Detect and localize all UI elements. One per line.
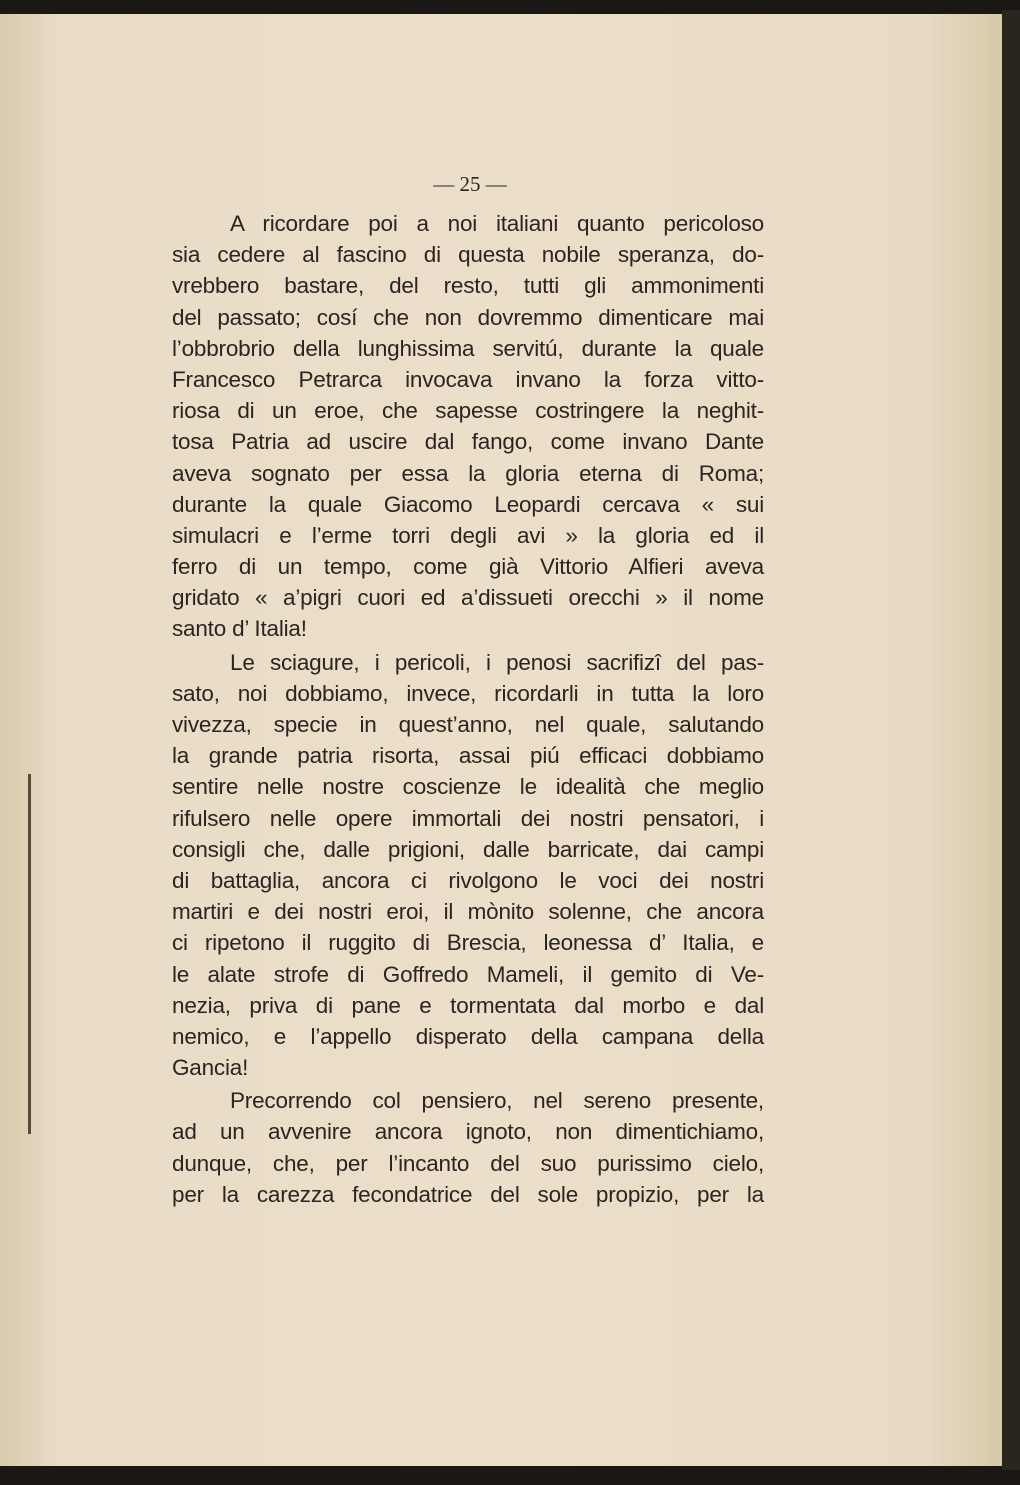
text-line: l’obbrobrio della lunghissima servitú, durante la quale [172,335,764,361]
page-number: — 25 — [433,172,507,196]
text-line: sia cedere al fascino di questa nobile speranza, do- [172,242,764,268]
binding-thread [28,774,31,1134]
text-line: tosa Patria ad uscire dal fango, come invano Dante [172,429,764,455]
text-line: consigli che, dalle prigioni, dalle barricate, dai campi [172,836,764,862]
text-line: martiri e dei nostri eroi, il mònito solenne, che ancora [172,899,764,925]
text-line: Francesco Petrarca invocava invano la forza vitto- [172,366,764,392]
text-line: per la carezza fecondatrice del sole propizio, per la [172,1181,764,1207]
text-line: ad un avvenire ancora ignoto, non dimentichiamo, [172,1119,764,1145]
paragraph [172,1085,764,1210]
text-line: sentire nelle nostre coscienze le idealità che meglio [172,774,764,800]
text-line: A ricordare poi a noi italiani quanto pericoloso [230,211,764,236]
text-line: le alate strofe di Goffredo Mameli, il gemito di Ve- [172,961,764,987]
text-line: di battaglia, ancora ci rivolgono le voci dei nostri [172,867,764,893]
text-line: durante la quale Giacomo Leopardi cercava « sui [172,491,764,517]
text-line: del passato; cosí che non dovremmo dimenticare mai [172,304,764,330]
page-edge-shadow [1002,10,1020,1470]
text-line: Le sciagure, i pericoli, i penosi sacrifizî del pas- [230,649,764,675]
text-line: nezia, priva di pane e tormentata dal morbo e dal [172,992,764,1018]
text-line: vrebbero bastare, del resto, tutti gli ammonimenti [172,273,764,299]
text-line: sato, noi dobbiamo, invece, ricordarli in tutta la loro [172,680,764,706]
text-line: Precorrendo col pensiero, nel sereno presente, [230,1088,764,1114]
text-line: dunque, che, per l’incanto del suo purissimo cielo, [172,1150,764,1176]
text-line: ci ripetono il ruggito di Brescia, leonessa d’ Italia, e [172,930,764,956]
text-line: santo d’ Italia! [172,616,307,642]
text-line: aveva sognato per essa la gloria eterna di Roma; [172,460,764,486]
book-page [0,14,1004,1466]
text-line: riosa di un eroe, che sapesse costringere la neghit- [172,398,764,424]
text-line: ferro di un tempo, come già Vittorio Alfieri aveva [172,554,764,580]
text-line: la grande patria risorta, assai piú efficaci dobbiamo [172,743,764,769]
text-line: vivezza, specie in quest’anno, nel quale, salutando [172,712,764,737]
text-line: nemico, e l’appello disperato della campana della [172,1023,764,1049]
text-line: Gancia! [172,1055,249,1081]
text-line: rifulsero nelle opere immortali dei nostri pensatori, i [172,805,764,831]
text-line: gridato « a’pigri cuori ed a’dissueti orecchi » il nome [172,585,764,611]
text-line: simulacri e l’erme torri degli avi » la gloria ed il [172,522,764,548]
paragraph [172,208,764,645]
body-text [172,208,764,1212]
paragraph [172,647,764,1084]
